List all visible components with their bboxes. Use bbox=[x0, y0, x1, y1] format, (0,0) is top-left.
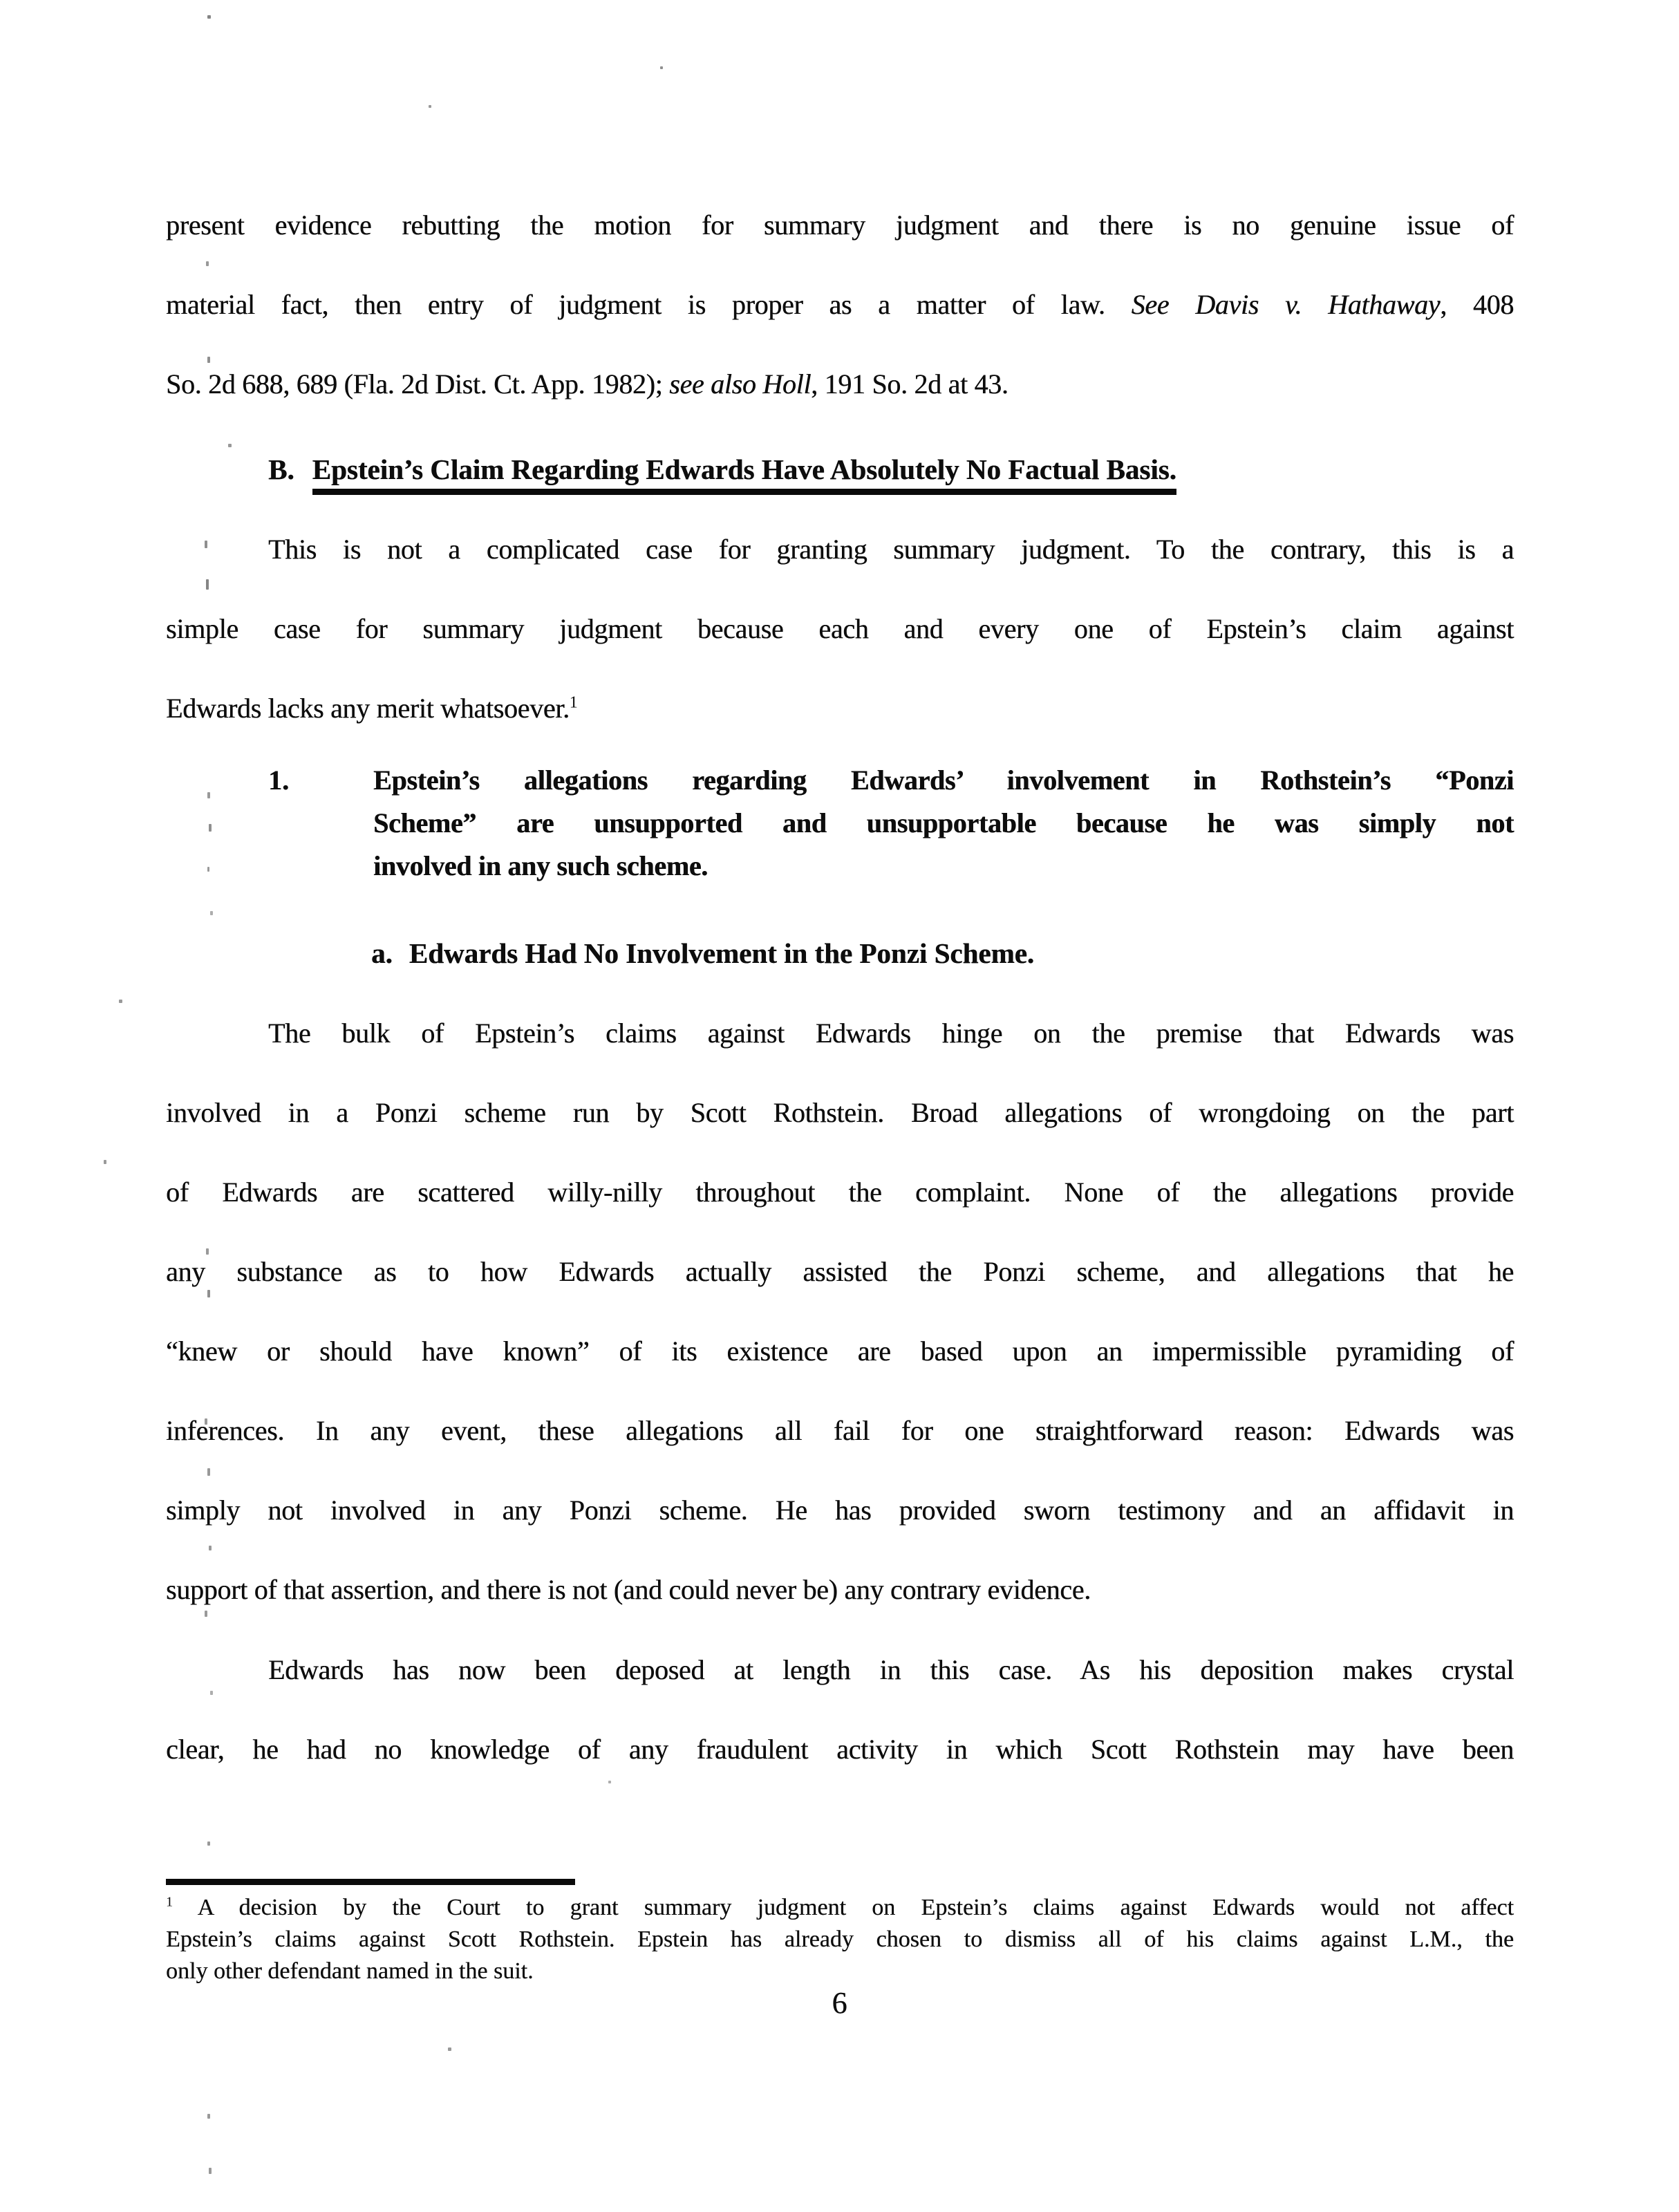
paragraph-no-involvement bbox=[166, 993, 1514, 1629]
scan-artifact bbox=[210, 911, 213, 915]
text-run: This is not a complicated case for granting summary judgment. To the contrary, this is a bbox=[268, 534, 1514, 565]
subsection-heading-1 bbox=[268, 759, 1514, 888]
scan-artifact bbox=[207, 2114, 210, 2119]
scan-artifact bbox=[209, 824, 212, 832]
section-heading-b bbox=[268, 430, 1176, 509]
page-number: 6 bbox=[832, 1986, 847, 2020]
text-run: “knew or should have known” of its existence are based upon an impermissible pyramiding of bbox=[166, 1335, 1514, 1367]
text-run: Edwards has now been deposed at length in this case. As his deposition makes crystal bbox=[268, 1654, 1514, 1685]
text-run: So. 2d 688, 689 (Fla. 2d Dist. Ct. App. 1982); bbox=[166, 368, 670, 400]
text-line bbox=[166, 1550, 1514, 1629]
text-run: involved in any such scheme. bbox=[373, 850, 708, 881]
text-line bbox=[166, 344, 1514, 424]
text-line bbox=[166, 185, 1514, 265]
text-run: support of that assertion, and there is not (and could never be) any contrary evidence. bbox=[166, 1574, 1091, 1605]
scan-artifact bbox=[207, 792, 210, 798]
text-run: of Edwards are scattered willy-nilly throughout the complaint. None of the allegations provide bbox=[166, 1177, 1514, 1208]
heading-marker: a. bbox=[371, 937, 393, 969]
text-line bbox=[166, 1892, 1514, 1924]
text-run: , 408 bbox=[1440, 289, 1514, 320]
scan-artifact bbox=[207, 15, 211, 19]
heading-title-underlined: Epstein’s Claim Regarding Edwards Have Absolutely No Factual Basis. bbox=[312, 453, 1176, 495]
text-line bbox=[166, 1232, 1514, 1311]
text-run: Epstein’s claims against Scott Rothstein. Epstein has already chosen to dismiss all of his claims against L.M., the bbox=[166, 1927, 1514, 1952]
text-run: The bulk of Epstein’s claims against Edwards hinge on the premise that Edwards was bbox=[268, 1018, 1514, 1049]
subsection-heading-a bbox=[371, 914, 1034, 993]
heading-text-block bbox=[373, 759, 1514, 888]
text-run: Edwards lacks any merit whatsoever. bbox=[166, 693, 570, 724]
text-line bbox=[166, 1956, 1514, 1987]
footnote-separator bbox=[166, 1879, 575, 1885]
text-line bbox=[166, 1630, 1514, 1709]
scan-artifact bbox=[119, 1000, 122, 1003]
text-line bbox=[166, 1470, 1514, 1550]
footnote-reference: 1 bbox=[569, 693, 578, 712]
heading-marker: B. bbox=[268, 453, 294, 485]
text-run: material fact, then entry of judgment is proper as a matter of law. bbox=[166, 289, 1132, 320]
paragraph-deposition bbox=[166, 1630, 1514, 1789]
footnote bbox=[166, 1892, 1514, 1987]
text-line bbox=[166, 1709, 1514, 1789]
text-line bbox=[373, 802, 1514, 845]
heading-marker: 1. bbox=[268, 765, 289, 796]
text-run: A decision by the Court to grant summary judgment on Epstein’s claims against Edwards would not affect bbox=[173, 1895, 1514, 1920]
paragraph-summary-judgment-standard bbox=[166, 185, 1514, 424]
text-line bbox=[166, 1924, 1514, 1956]
scan-artifact bbox=[207, 867, 209, 872]
scan-artifact bbox=[207, 1841, 210, 1846]
scan-artifact bbox=[429, 105, 431, 108]
text-run: Epstein’s allegations regarding Edwards’ involvement in Rothstein’s “Ponzi bbox=[373, 765, 1514, 796]
text-run: any substance as to how Edwards actually assisted the Ponzi scheme, and allegations that he bbox=[166, 1256, 1514, 1287]
text-line bbox=[166, 1073, 1514, 1152]
text-line bbox=[373, 759, 1514, 802]
text-run: inferences. In any event, these allegations all fail for one straightforward reason: Edwards was bbox=[166, 1415, 1514, 1446]
text-line bbox=[166, 589, 1514, 668]
scan-artifact bbox=[228, 444, 232, 447]
case-citation: See Davis v. Hathaway bbox=[1131, 289, 1441, 320]
text-run: simply not involved in any Ponzi scheme. He has provided sworn testimony and an affidavit in bbox=[166, 1494, 1514, 1526]
heading-title: Edwards Had No Involvement in the Ponzi Scheme. bbox=[409, 937, 1035, 969]
text-line bbox=[166, 509, 1514, 589]
text-line bbox=[166, 668, 1514, 748]
text-line bbox=[166, 1311, 1514, 1391]
scan-artifact bbox=[209, 2168, 212, 2174]
text-run: only other defendant named in the suit. bbox=[166, 1958, 534, 1984]
text-line bbox=[166, 1152, 1514, 1232]
text-run: , 191 So. 2d at 43. bbox=[811, 368, 1009, 400]
text-run: Scheme” are unsupported and unsupportable because he was simply not bbox=[373, 807, 1514, 838]
text-line bbox=[373, 845, 1514, 888]
scan-artifact bbox=[104, 1160, 106, 1164]
footnote-marker: 1 bbox=[166, 1894, 173, 1910]
text-line bbox=[166, 265, 1514, 344]
text-run: simple case for summary judgment because each and every one of Epstein’s claim against bbox=[166, 613, 1514, 644]
text-run: present evidence rebutting the motion for summary judgment and there is no genuine issue of bbox=[166, 209, 1514, 241]
text-line bbox=[166, 1391, 1514, 1470]
text-run: involved in a Ponzi scheme run by Scott Rothstein. Broad allegations of wrongdoing on the part bbox=[166, 1097, 1514, 1128]
text-line bbox=[166, 993, 1514, 1073]
scan-artifact bbox=[448, 2047, 451, 2051]
text-run: clear, he had no knowledge of any fraudulent activity in which Scott Rothstein may have been bbox=[166, 1734, 1514, 1765]
case-citation: see also Holl bbox=[669, 368, 812, 400]
paragraph-simple-case bbox=[166, 509, 1514, 748]
scan-artifact bbox=[660, 66, 663, 69]
